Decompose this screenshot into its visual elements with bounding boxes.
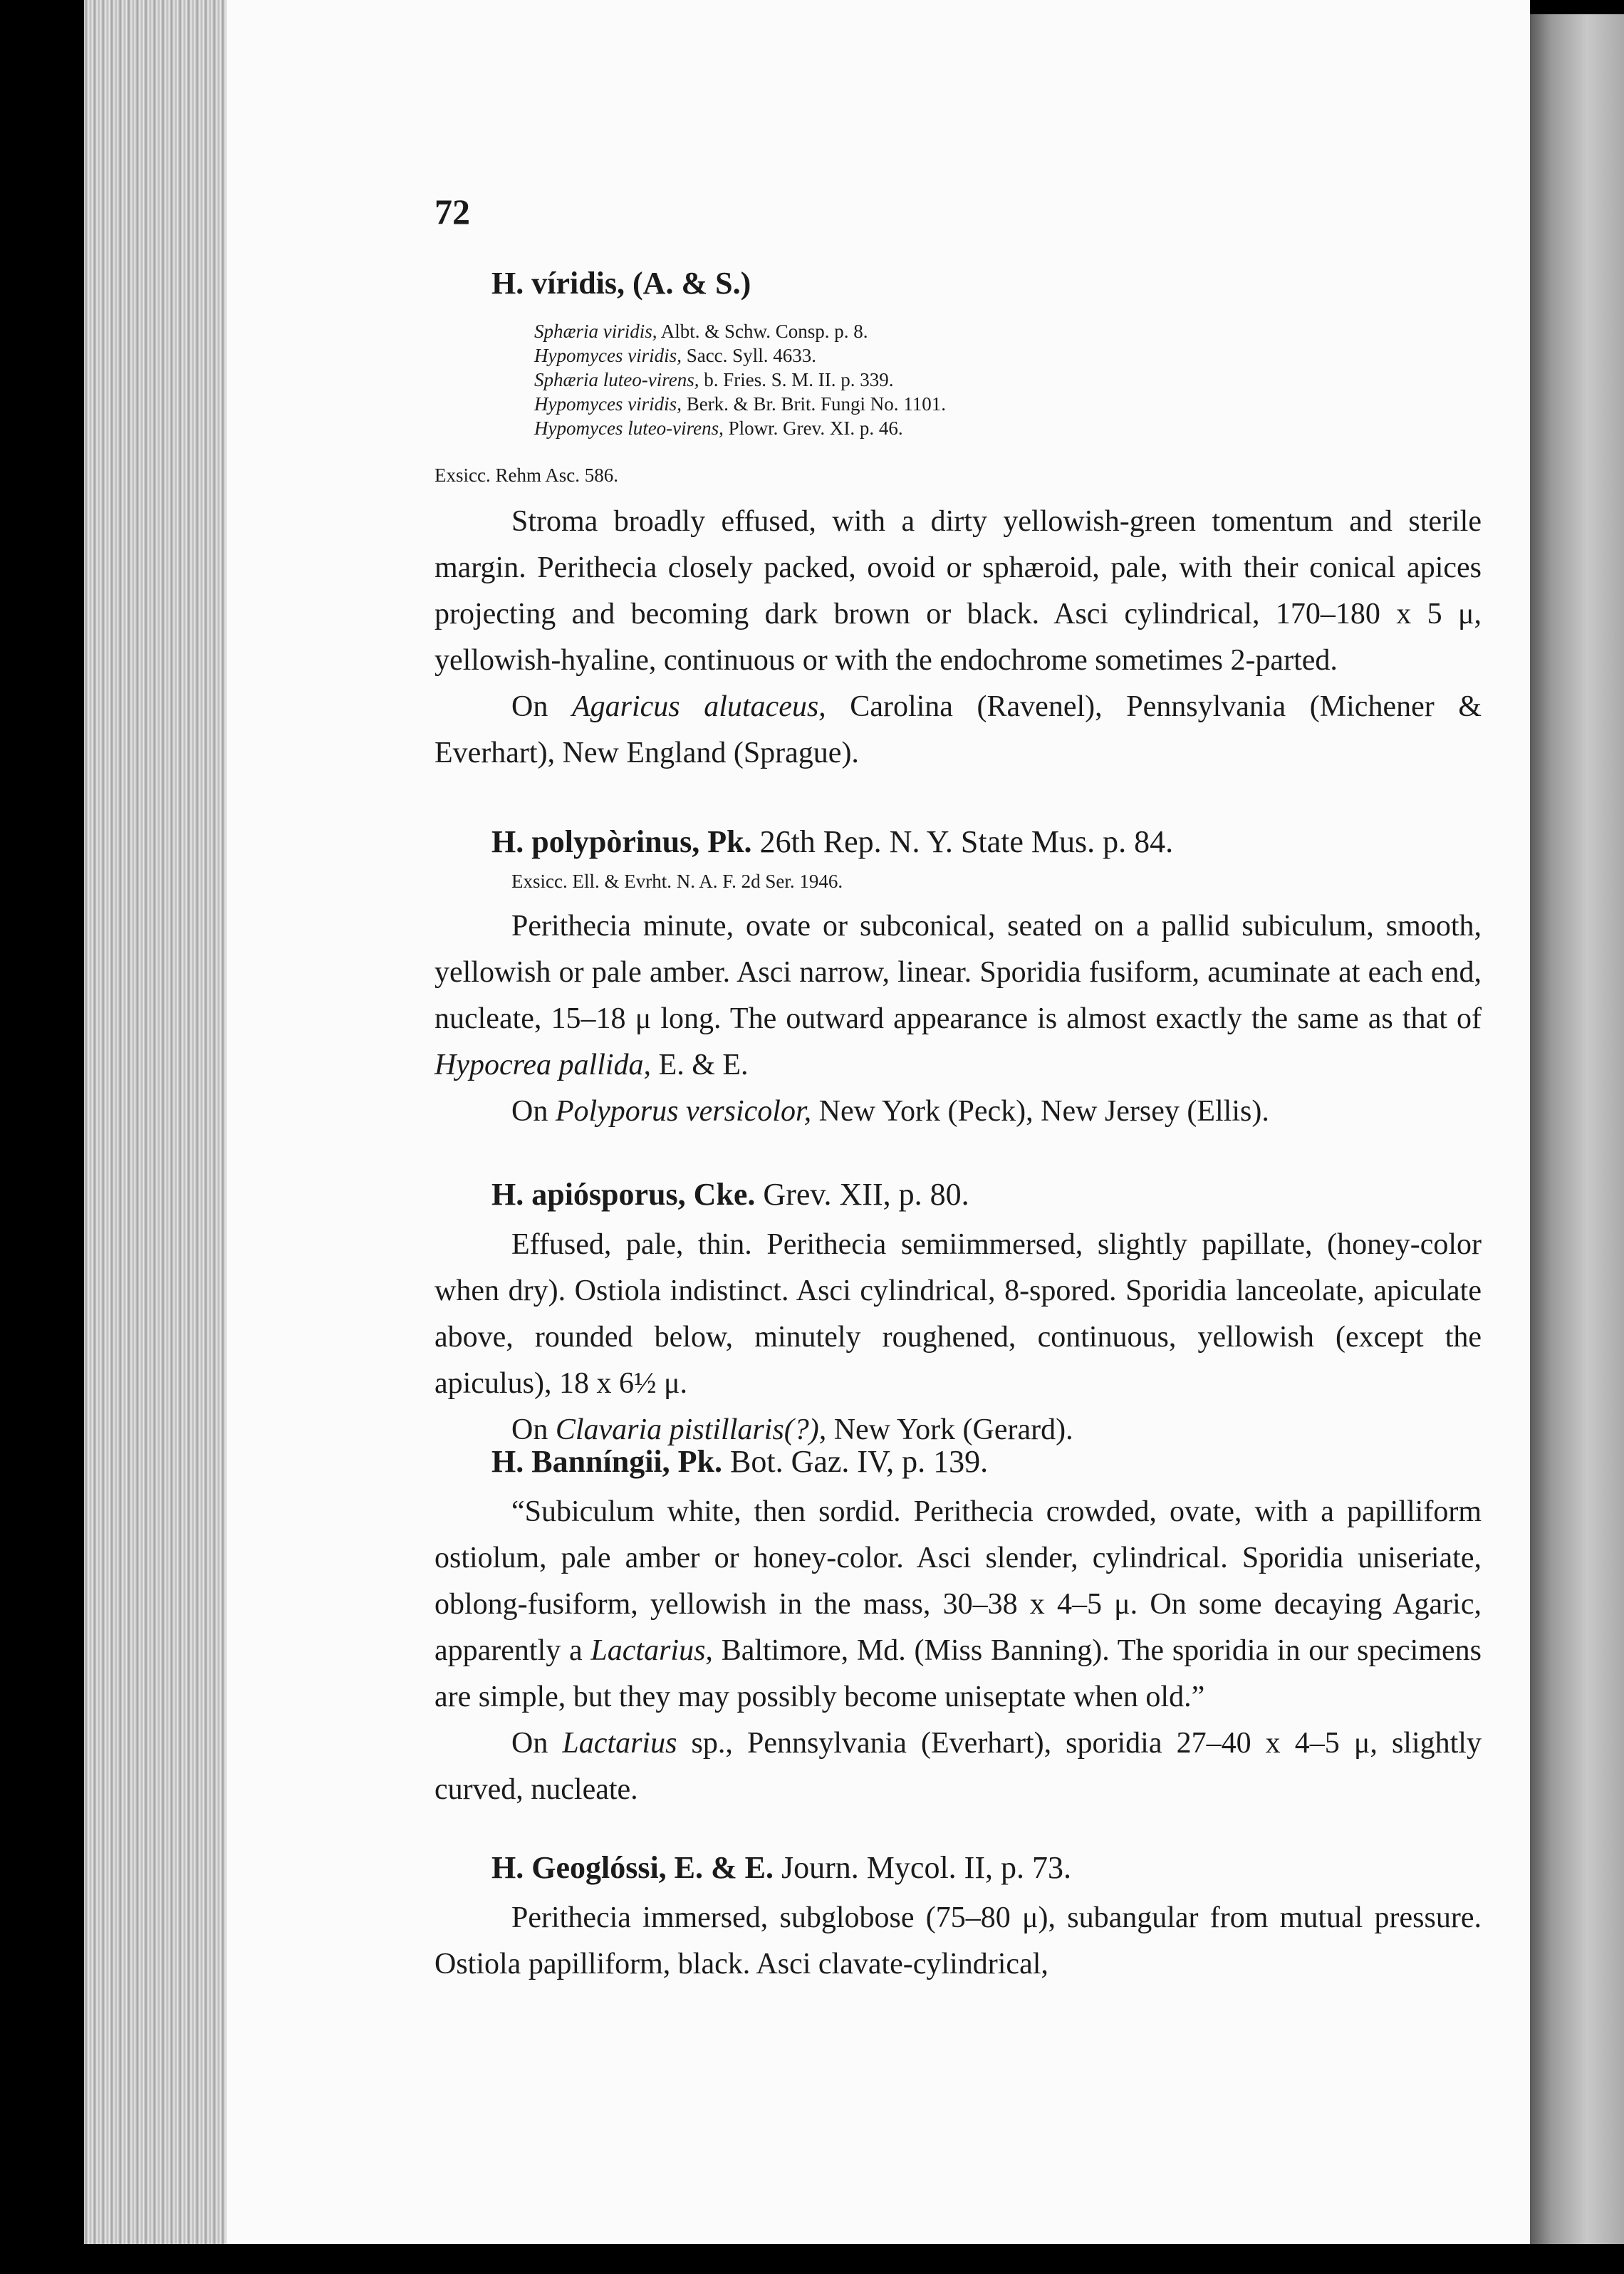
habitat-banningii: On Lactarius sp., Pennsylvania (Everhart), sporidia 27–40 x 4–5 μ, slightly curved, nucleate. [434, 1727, 1482, 1806]
habitat-viridis: On Agaricus alutaceus, Carolina (Ravenel), Pennsylvania (Michener & Everhart), New England (Sprague). [434, 690, 1482, 769]
exsicc-line: Exsicc. Ell. & Evrht. N. A. F. 2d Ser. 1946. [511, 871, 843, 892]
species-heading: H. Banníngii, Pk. [491, 1444, 723, 1479]
synonym: Hypomyces luteo-virens, Plowr. Grev. XI. p. 46. [534, 417, 903, 439]
synonym: Sphæria viridis, Albt. & Schw. Consp. p. 8. [534, 321, 868, 342]
synonym: Hypomyces viridis, Berk. & Br. Brit. Fungi No. 1101. [534, 393, 946, 415]
description-apiosporus: Effused, pale, thin. Perithecia semiimmersed, slightly papillate, (honey-color when dry). Ostiola indistinct. Asci cylindrical, 8-spored. Sporidia lanceolate, apiculate above, rounded below, minutely roughened, continuous, yellowish (except the apiculus), 18 x 6½ μ. [434, 1228, 1482, 1400]
entry-polyporinus: H. polypòrinus, Pk. 26th Rep. N. Y. State Mus. p. 84. Exsicc. Ell. & Evrht. N. A. F. 2d Ser. 1946. Perithecia minute, ovate or subconical, seated on a pallid subiculum, smooth, yellowish or pale amber. Asci narrow, linear. Sporidia fusiform, acuminate at each end, nucleate, 15–18 μ long. The outward appearance is almost exactly the same as that of Hypocrea pallida, E. & E. On Polyporus versicolor, New York (Peck), New Jersey (Ellis). [434, 819, 1482, 1135]
book-spine-edge [84, 0, 227, 2244]
entry-apiosporus: H. apiósporus, Cke. Grev. XII, p. 80. Effused, pale, thin. Perithecia semiimmersed, slightly papillate, (honey-color when dry). Ostiola indistinct. Asci cylindrical, 8-spored. Sporidia lanceolate, apiculate above, rounded below, minutely roughened, continuous, yellowish (except the apiculus), 18 x 6½ μ. On Clavaria pistillaris(?), New York (Gerard). [434, 1172, 1482, 1453]
description-polyporinus: Perithecia minute, ovate or subconical, seated on a pallid subiculum, smooth, yellowish or pale amber. Asci narrow, linear. Sporidia fusiform, acuminate at each end, nucleate, 15–18 μ long. The outward appearance is almost exactly the same as that of Hypocrea pallida, E. & E. [434, 910, 1482, 1081]
synonym: Sphæria luteo-virens, b. Fries. S. M. II. p. 339. [534, 369, 894, 390]
entry-banningii: H. Banníngii, Pk. Bot. Gaz. IV, p. 139. “Subiculum white, then sordid. Perithecia crowded, ovate, with a papilliform ostiolum, pale amber or honey-color. Asci slender, cylindrical. Sporidia uniseriate, oblong-fusiform, yellowish in the mass, 30–38 x 4–5 μ. On some decaying Agaric, apparently a Lactarius, Baltimore, Md. (Miss Banning). The sporidia in our specimens are simple, but they may possibly become uniseptate when old.” On Lactarius sp., Pennsylvania (Everhart), sporidia 27–40 x 4–5 μ, slightly curved, nucleate. [434, 1439, 1482, 1813]
exsicc-line: Exsicc. Rehm Asc. 586. [434, 464, 618, 486]
species-heading: H. Geoglóssi, E. & E. [491, 1850, 774, 1885]
description-banningii: “Subiculum white, then sordid. Perithecia crowded, ovate, with a papilliform ostiolum, pale amber or honey-color. Asci slender, cylindrical. Sporidia uniseriate, oblong-fusiform, yellowish in the mass, 30–38 x 4–5 μ. On some decaying Agaric, apparently a Lactarius, Baltimore, Md. (Miss Banning). The sporidia in our specimens are simple, but they may possibly become uniseptate when old.” [434, 1495, 1482, 1713]
synonym-list [534, 319, 1460, 440]
species-heading: H. víridis, (A. & S.) [491, 266, 751, 301]
habitat-apiosporus: On Clavaria pistillaris(?), New York (Gerard). [511, 1413, 1073, 1446]
page-right-shadow [1530, 14, 1624, 2244]
species-heading: H. apiósporus, Cke. [491, 1177, 756, 1212]
synonym: Hypomyces viridis, Sacc. Syll. 4633. [534, 345, 816, 366]
page-number: 72 [434, 192, 470, 232]
page-bottom-border [0, 2244, 1624, 2274]
entry-geoglossi: H. Geoglóssi, E. & E. Journ. Mycol. II, p. 73. Perithecia immersed, subglobose (75–80 μ), subangular from mutual pressure. Ostiola papilliform, black. Asci clavate-cylindrical, [434, 1845, 1482, 1988]
species-heading: H. polypòrinus, Pk. [491, 824, 752, 859]
description-viridis: Stroma broadly effused, with a dirty yellowish-green tomentum and sterile margin. Perithecia closely packed, ovoid or sphæroid, pale, with their conical apices projecting and becoming dark brown or black. Asci cylindrical, 170–180 x 5 μ, yellowish-hyaline, continuous or with the endochrome sometimes 2-parted. On Agaricus alutaceus, Carolina (Ravenel), Pennsylvania (Michener & Everhart), New England (Sprague). [434, 499, 1482, 777]
entry-viridis [434, 261, 1482, 306]
habitat-polyporinus: On Polyporus versicolor, New York (Peck), New Jersey (Ellis). [511, 1095, 1269, 1128]
description-geoglossi: Perithecia immersed, subglobose (75–80 μ), subangular from mutual pressure. Ostiola papilliform, black. Asci clavate-cylindrical, [434, 1901, 1482, 1980]
